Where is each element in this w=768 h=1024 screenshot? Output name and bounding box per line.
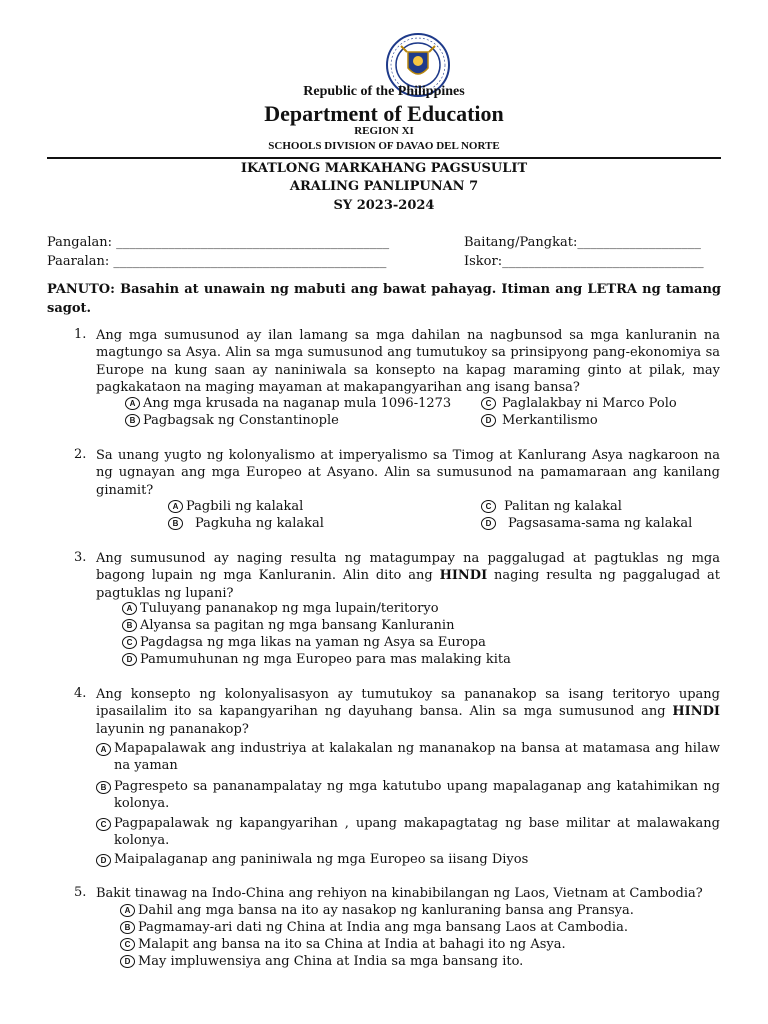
q1-option-b[interactable]: B Pagbagsak ng Constantinople [125,413,339,428]
header-divider [47,157,721,159]
option-letter-icon: D [122,653,137,666]
question-3-text: Ang sumusunod ay naging resulta ng matagumpay na paggalugad at pagtuklas ng mga bagong lupain ng mga Kanluranin. Alin dito ang HINDI naging resulta ng paggalugad at pagtuklas ng lupani? [96,551,720,601]
question-number: 1. [74,327,87,342]
q1-option-a[interactable]: A Ang mga krusada na naganap mula 1096-1273 [125,396,451,411]
region-line: REGION XI [354,125,414,137]
option-letter-icon: C [120,938,135,951]
q5-option-a[interactable]: A Dahil ang mga bansa na ito ay nasakop ng kanluraning bansa ang Pransya. [120,903,634,918]
option-letter-icon: B [120,921,135,934]
option-letter-icon: B [125,414,140,427]
option-letter-icon: C [481,500,496,513]
q3-option-a[interactable]: A Tuluyang pananakop ng mga lupain/teritoryo [122,601,439,616]
q1-option-d[interactable]: D Merkantilismo [481,413,598,428]
option-letter-icon: D [481,414,496,427]
option-letter-icon: B [96,781,111,794]
q5-option-d[interactable]: D May impluwensiya ang China at India sa mga bansang ito. [120,954,523,969]
q3-option-b[interactable]: B Alyansa sa pagitan ng mga bansang Kanluranin [122,618,454,633]
q4-option-c[interactable]: C Pagpapalawak ng kapangyarihan , upang makapagtatag ng base militar at malawakang kolonya. [96,815,720,850]
option-letter-icon: B [168,517,183,530]
q5-option-c[interactable]: C Malapit ang bansa na ito sa China at India at bahagi ito ng Asya. [120,937,566,952]
option-letter-icon: C [481,397,496,410]
exam-school-year: SY 2023-2024 [333,198,435,213]
question-2-text: Sa unang yugto ng kolonyalismo at imperyalismo sa Timog at Kanlurang Asya nagkaroon na ng ugnayan ang mga Europeo at Asyano. Alin sa sumusunod na pamamaraan ang kanilang ginamit? [96,448,720,498]
question-number: 2. [74,447,87,462]
q5-option-b[interactable]: B Pagmamay-ari dati ng China at India ang mga bansang Laos at Cambodia. [120,920,628,935]
q2-option-b[interactable]: B Pagkuha ng kalakal [168,516,324,531]
name-field[interactable]: Pangalan: __________________________________________ [47,235,390,250]
q4-option-d[interactable]: D Maipalaganap ang paniniwala ng mga Europeo sa iisang Diyos [96,851,720,868]
option-letter-icon: C [96,818,111,831]
option-letter-icon: A [122,602,137,615]
option-letter-icon: A [120,904,135,917]
question-number: 5. [74,885,87,900]
exam-subject: ARALING PANLIPUNAN 7 [289,179,479,194]
option-letter-icon: C [122,636,137,649]
option-letter-icon: A [96,743,111,756]
q3-option-d[interactable]: D Pamumuhunan ng mga Europeo para mas malaking kita [122,652,511,667]
option-letter-icon: D [481,517,496,530]
option-letter-icon: A [168,500,183,513]
grade-field[interactable]: Baitang/Pangkat:___________________ [464,235,701,250]
question-1-text: Ang mga sumusunod ay ilan lamang sa mga dahilan na nagbunsod sa mga kanluranin na magtungo sa Asya. Alin sa mga sumusunod ang tumutukoy sa prinsipyong pang-ekonomiya sa Europe na kung saan ay naniniwala sa konsepto na kapag maraming ginto at pilak, may pagkakataon na maging mayaman at makapangyarihan ang isang bansa? [96,328,720,395]
division-line: SCHOOLS DIVISION OF DAVAO DEL NORTE [268,140,500,152]
directions: PANUTO: Basahin at unawain ng mabuti ang bawat pahayag. Itiman ang LETRA ng tamang sagot. [47,282,721,316]
question-number: 4. [74,686,87,701]
question-5-text: Bakit tinawag na Indo-China ang rehiyon na kinabibilangan ng Laos, Vietnam at Cambodia? [96,886,703,901]
option-letter-icon: A [125,397,140,410]
republic-line: Republic of the Philippines [303,84,465,99]
option-letter-icon: D [120,955,135,968]
department-title: Department of Education [264,101,504,126]
q2-option-c[interactable]: C Palitan ng kalakal [481,499,622,514]
q1-option-c[interactable]: C Paglalakbay ni Marco Polo [481,396,677,411]
q2-option-a[interactable]: A Pagbili ng kalakal [168,499,303,514]
q3-option-c[interactable]: C Pagdagsa ng mga likas na yaman ng Asya sa Europa [122,635,486,650]
school-field[interactable]: Paaralan: __________________________________________ [47,254,387,269]
q4-option-b[interactable]: B Pagrespeto sa pananampalatay ng mga katutubo upang mapalaganap ang katahimikan ng kolonya. [96,778,720,813]
score-field[interactable]: Iskor:_______________________________ [464,254,704,269]
question-4-text: Ang konsepto ng kolonyalisasyon ay tumutukoy sa pananakop sa isang teritoryo upang ipasailalim ito sa kapangyarihan ng dayuhang bansa. Alin sa mga sumusunod ang HINDI layunin ng pananakop? [96,687,720,737]
question-number: 3. [74,550,87,565]
q4-option-a[interactable]: A Mapapalawak ang industriya at kalakalan ng mananakop na bansa at matamasa ang hilaw na yaman [96,740,720,775]
option-letter-icon: B [122,619,137,632]
option-letter-icon: D [96,854,111,867]
exam-title: IKATLONG MARKAHANG PAGSUSULIT [240,161,528,176]
q2-option-d[interactable]: D Pagsasama-sama ng kalakal [481,516,692,531]
